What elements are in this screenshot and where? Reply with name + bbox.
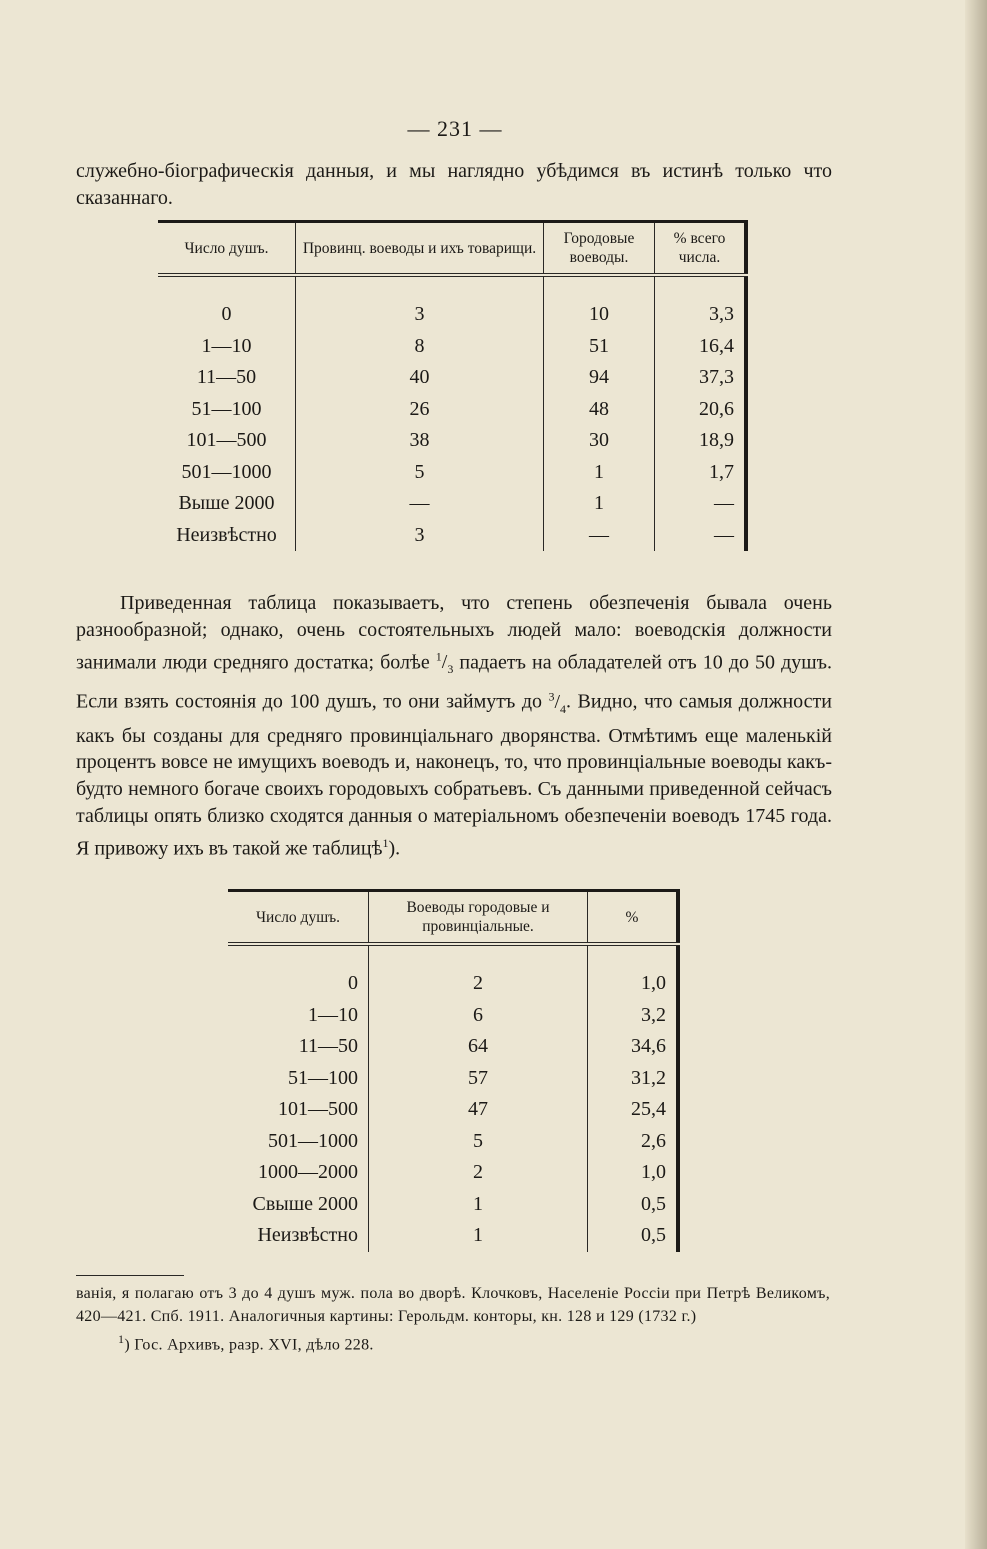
table1-row — [158, 520, 746, 552]
table2-header-souls: Число душъ. — [228, 891, 369, 945]
table2-row — [228, 1094, 678, 1126]
table1-cell: — — [544, 520, 655, 552]
table1-cell: 48 — [544, 394, 655, 426]
book-spine-shadow — [965, 0, 987, 1549]
table2-row — [228, 1000, 678, 1032]
table1-cell: 1,7 — [709, 460, 734, 483]
table1-cell: — — [714, 523, 734, 546]
table1-cell: 16,4 — [699, 334, 734, 357]
table2-cell: 51—100 — [228, 1063, 369, 1095]
table2-row — [228, 1031, 678, 1063]
table2-cell: 1—10 — [228, 1000, 369, 1032]
footnote-continuation: ванія, я полагаю отъ 3 до 4 душъ муж. пола во дворѣ. Клочковъ, Населеніе Россіи при Петрѣ Великомъ, 420—421. Спб. 1911. Аналогичныя картины: Герольдм. конторы, кн. 128 и 129 (1732 г.) — [76, 1285, 830, 1325]
table2-cell: 0 — [228, 968, 369, 1000]
table1-row — [158, 331, 746, 363]
table2-row — [228, 1126, 678, 1158]
table2-cell: 31,2 — [631, 1066, 666, 1089]
table2-spacer — [228, 944, 678, 968]
table2-cell: 1,0 — [641, 972, 666, 995]
table1-row — [158, 299, 746, 331]
table1-cell: 501—1000 — [158, 457, 296, 489]
footnotes — [76, 1283, 830, 1357]
table2-cell: 0,5 — [641, 1224, 666, 1247]
table1-cell: 11—50 — [158, 362, 296, 394]
footnote-1-text: ) Гос. Архивъ, разр. XVI, дѣло 228. — [124, 1336, 374, 1354]
fraction-denominator: 4 — [560, 701, 567, 716]
paragraph-text-2: падаетъ на обладателей отъ 10 до 50 душъ. Если взять состоянія до 100 душъ, то они займутъ до — [76, 651, 832, 713]
table2-header-voevody: Воеводы городовые и провинціальные. — [369, 891, 588, 945]
page-number: — 231 — — [407, 116, 503, 141]
table1-cell: 0 — [158, 299, 296, 331]
table1-cell: 20,6 — [699, 397, 734, 420]
table2-row — [228, 968, 678, 1000]
table2-header-percent: % — [588, 891, 679, 945]
table2-cell: 57 — [369, 1063, 588, 1095]
table2-row — [228, 1220, 678, 1252]
table2-cell: 1,0 — [641, 1161, 666, 1184]
table1-cell: 38 — [296, 425, 544, 457]
paragraph-text-4: ). — [388, 837, 401, 860]
table2-row — [228, 1189, 678, 1221]
table1-row — [158, 457, 746, 489]
table2-cell: 1 — [369, 1189, 588, 1221]
table1-spacer — [158, 275, 746, 299]
table1-cell: 37,3 — [699, 366, 734, 389]
table2-cell: 1 — [369, 1220, 588, 1252]
table2-cell: 0,5 — [641, 1192, 666, 1215]
footnote-1-mark: 1 — [118, 1332, 125, 1346]
fraction-three-quarters: $^3/_4$ — [548, 689, 567, 716]
souls-table-1 — [158, 220, 748, 551]
fraction-denominator: 3 — [447, 662, 454, 677]
table2-cell: 64 — [369, 1031, 588, 1063]
table1-cell: 8 — [296, 331, 544, 363]
table1-row — [158, 488, 746, 520]
table1-cell: 51—100 — [158, 394, 296, 426]
table1-cell: 5 — [296, 457, 544, 489]
table2-header-row — [228, 891, 678, 945]
footnote-rule — [76, 1275, 184, 1276]
table1-cell: 3 — [296, 520, 544, 552]
table2-row — [228, 1157, 678, 1189]
table1-row — [158, 425, 746, 457]
table2-cell: 3,2 — [641, 1003, 666, 1026]
table1-header-row — [158, 222, 746, 276]
table1-cell: 40 — [296, 362, 544, 394]
table2-cell: 2 — [369, 968, 588, 1000]
table2-cell: 47 — [369, 1094, 588, 1126]
table1-cell: 1 — [544, 457, 655, 489]
table1-header-souls: Число душъ. — [158, 222, 296, 276]
intro-text — [76, 158, 832, 212]
paragraph-text-3: . Видно, что самыя должности какъ бы созданы для средняго провинціальнаго дворянства. Отмѣтимъ еще маленькій процентъ вовсе не имущихъ воеводъ и, наконецъ, то, что провинціальные воеводы какъ-будто немного богаче своихъ городовыхъ собратьевъ. Съ данными приведенной сейчасъ таблицы опять близко сходятся данныя о матеріальномъ обезпеченіи воеводъ 1745 года. Я привожу ихъ въ такой же таблицѣ — [76, 690, 832, 860]
table1-cell: 1—10 — [158, 331, 296, 363]
table1-cell: 18,9 — [699, 429, 734, 452]
table2-cell: 34,6 — [631, 1035, 666, 1058]
table1-cell: 3,3 — [709, 303, 734, 326]
table1-cell: 30 — [544, 425, 655, 457]
table2-cell: 11—50 — [228, 1031, 369, 1063]
fraction-one-third: $^1/_3$ — [435, 649, 454, 677]
fraction-numerator: 1 — [435, 649, 442, 664]
table2-row — [228, 1063, 678, 1095]
intro-paragraph: служебно-біографическія данныя, и мы наглядно убѣдимся въ истинѣ только что сказаннаго. — [76, 160, 832, 209]
table1-cell: Неизвѣстно — [158, 520, 296, 552]
footnote-reference: 1 — [382, 835, 389, 850]
paragraph-text-1: Приведенная таблица показываетъ, что степень обезпеченія бывала очень разнообразной; однако, очень состоятельныхъ людей мало: воеводскія должности занимали люди средняго достатка; болѣе — [76, 592, 832, 674]
table1-cell: 26 — [296, 394, 544, 426]
table1-cell: — — [296, 488, 544, 520]
table1-cell: 10 — [544, 299, 655, 331]
table2-cell: 101—500 — [228, 1094, 369, 1126]
table2-cell: 2,6 — [641, 1129, 666, 1152]
table2-cell: 2 — [369, 1157, 588, 1189]
footnote-1 — [76, 1328, 830, 1357]
table2-cell: 501—1000 — [228, 1126, 369, 1158]
table1-cell: 3 — [296, 299, 544, 331]
table1-cell: 1 — [544, 488, 655, 520]
table1-cell: 101—500 — [158, 425, 296, 457]
table2-cell: Неизвѣстно — [228, 1220, 369, 1252]
table1-cell: — — [714, 492, 734, 515]
table1-row — [158, 362, 746, 394]
table1-header-percent: % всего числа. — [655, 222, 747, 276]
table1-cell: 94 — [544, 362, 655, 394]
body-paragraph — [76, 590, 832, 862]
table2-cell: 5 — [369, 1126, 588, 1158]
main-paragraph — [76, 590, 832, 862]
table2-cell: 6 — [369, 1000, 588, 1032]
fraction-numerator: 3 — [548, 689, 555, 704]
table2-cell: 25,4 — [631, 1098, 666, 1121]
table2-cell: 1000—2000 — [228, 1157, 369, 1189]
table1-cell: Выше 2000 — [158, 488, 296, 520]
table1-header-city: Городовые воеводы. — [544, 222, 655, 276]
table1-cell: 51 — [544, 331, 655, 363]
souls-table-2 — [228, 889, 680, 1252]
table2-cell: Свыше 2000 — [228, 1189, 369, 1221]
table1-row — [158, 394, 746, 426]
table1-header-provincial: Провинц. воеводы и ихъ товарищи. — [296, 222, 544, 276]
